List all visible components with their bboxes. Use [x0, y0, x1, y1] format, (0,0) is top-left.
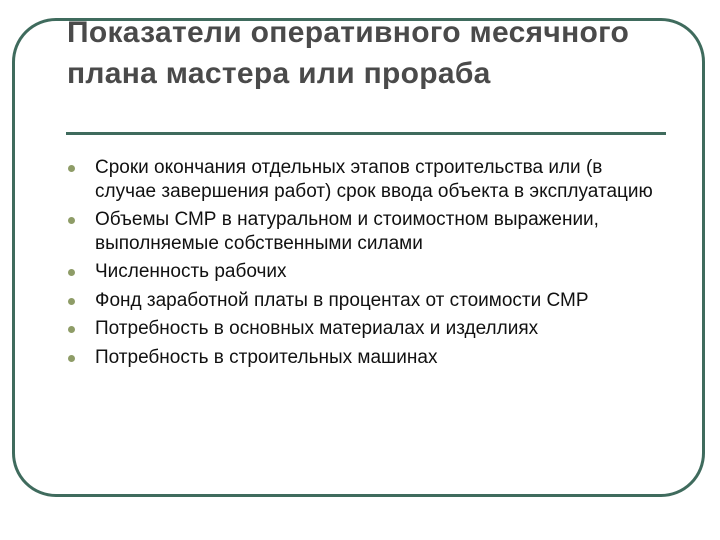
list-item: [66, 346, 666, 370]
list-item-text: Потребность в строительных машинах: [95, 346, 438, 368]
list-item: [66, 156, 666, 203]
list-item-text: Объемы СМР в натуральном и стоимостном выражении, выполняемые собственными силами: [95, 209, 599, 254]
title-divider: [66, 132, 666, 135]
list-item: [66, 317, 666, 341]
list-item: [66, 289, 666, 313]
list-item-text: Фонд заработной платы в процентах от стоимости СМР: [95, 289, 589, 311]
bullet-dot-icon: [68, 165, 75, 172]
list-item: [66, 260, 666, 284]
bullet-dot-icon: [68, 217, 75, 224]
list-item-text: Сроки окончания отдельных этапов строительства или (в случае завершения работ) срок ввода объекта в эксплуатацию: [95, 157, 653, 202]
bullet-dot-icon: [68, 326, 75, 333]
bullet-list: [66, 156, 666, 374]
slide-title: Показатели оперативного месячного плана мастера или прораба: [67, 16, 630, 90]
bullet-dot-icon: [68, 298, 75, 305]
list-item-text: Численность рабочих: [95, 261, 287, 282]
list-item-text: Потребность в основных материалах и изделлиях: [95, 318, 539, 339]
list-item: [66, 208, 666, 255]
bullet-dot-icon: [68, 355, 75, 362]
bullet-dot-icon: [68, 269, 75, 276]
